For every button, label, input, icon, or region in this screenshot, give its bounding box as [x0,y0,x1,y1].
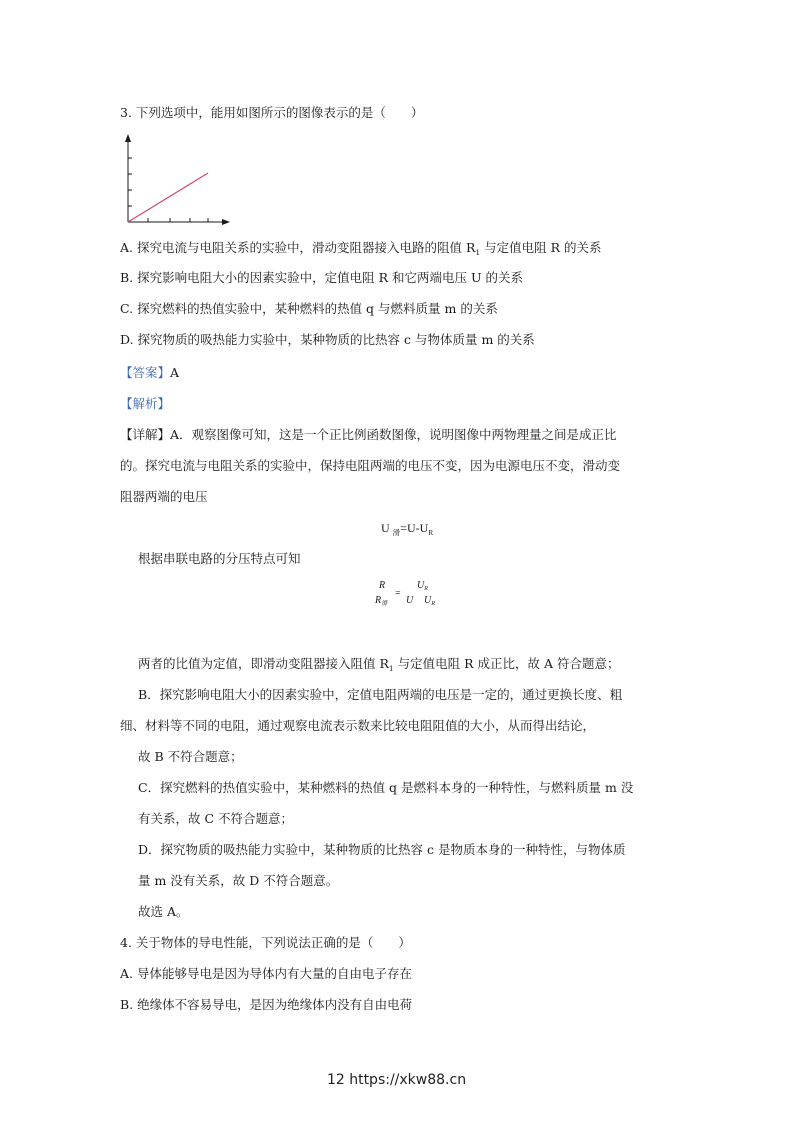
x-axis-arrow [222,219,230,225]
q4-option-b: B. 绝缘体不容易导电，是因为绝缘体内没有自由电荷 [120,997,413,1012]
q3-option-a: A. 探究电流与电阻关系的实验中，滑动变阻器接入电路的阻值 $R_1$ 与定值电阻 R 的关系 [120,240,602,257]
fraction-equation: R $R_滑$ = $U_R$ U $U_R$ [375,580,435,607]
q3-stem: 3. 下列选项中，能用如图所示的图像表示的是（ ） [120,105,424,120]
q3-option-d: D. 探究物质的吸热能力实验中，某种物质的比热容 c 与物体质量 m 的关系 [120,332,535,347]
q3-explain-c-1: C．探究燃料的热值实验中，某种燃料的热值 q 是燃料本身的一种特性，与燃料质量 m 没 [138,780,634,795]
q3-option-b: B. 探究影响电阻大小的因素实验中，定值电阻 R 和它两端电压 U 的关系 [120,270,523,285]
q3-analysis-tag: 【解析】 [120,396,171,411]
y-axis-arrow [125,134,131,142]
q3-explain-b-3: 故 B 不符合题意； [138,749,243,764]
q3-explain-b-2: 细、材料等不同的电阻，通过观察电流表示数来比较电阻阻值的大小，从而得出结论， [120,718,596,733]
proportional-line [128,173,208,222]
q3-detail-line-2: 的。探究电流与电阻关系的实验中，保持电阻两端的电压不变，因为电源电压不变，滑动变 [120,458,621,473]
q4-stem: 4. 关于物体的导电性能，下列说法正确的是（ ） [120,935,411,950]
q3-graph [118,130,238,230]
series-note: 根据串联电路的分压特点可知 [138,551,301,566]
q4-option-a: A. 导体能够导电是因为导体内有大量的自由电子存在 [120,966,412,981]
q3-explain-c-2: 有关系，故 C 不符合题意； [138,811,294,826]
q3-answer: 【答案】A [120,365,180,380]
q3-detail-line-1: 【详解】A．观察图像可知，这是一个正比例函数图像，说明图像中两物理量之间是成正比 [120,427,617,442]
q3-conclusion-a: 两者的比值为定值，即滑动变阻器接入阻值 $R_1$ 与定值电阻 R 成正比，故 A 符合题意； [138,656,620,673]
q3-explain-d-1: D．探究物质的吸热能力实验中，某种物质的比热容 c 是物质本身的一种特性，与物体质 [138,842,626,857]
q3-explain-b-1: B．探究影响电阻大小的因素实验中，定值电阻两端的电压是一定的，通过更换长度、粗 [138,687,623,702]
q3-explain-d-2: 量 m 没有关系，故 D 不符合题意。 [138,873,339,888]
page-footer: 12 https://xkw88.cn [326,1072,467,1088]
q3-option-c: C. 探究燃料的热值实验中，某种燃料的热值 q 与燃料质量 m 的关系 [120,301,498,316]
q3-choose: 故选 A。 [138,904,189,919]
q3-detail-line-3: 阻器两端的电压 [120,489,208,504]
equation-voltage: U $_滑=U-U_R$ [381,521,434,537]
